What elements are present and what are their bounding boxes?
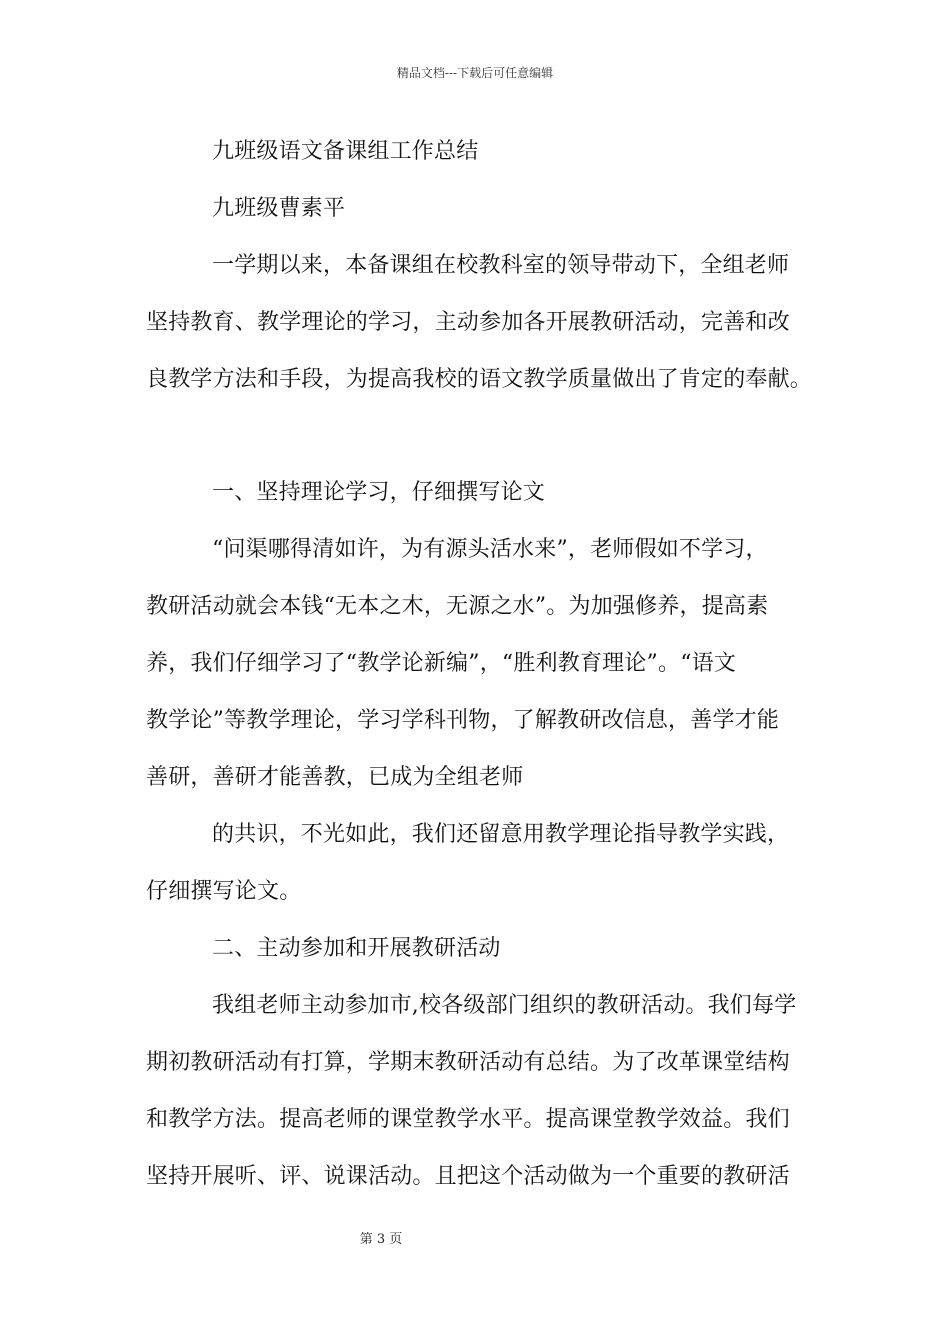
paragraph-line: 善研，善研才能善教，已成为全组老师 [146,765,524,790]
paragraph-line: 仔细撰写论文。 [146,879,302,904]
paragraph-line: 期初教研活动有打算，学期末教研活动有总结。为了改革课堂结构 [146,1050,790,1075]
page-number: 第 3 页 [359,1232,403,1247]
paragraph-line: 养，我们仔细学习了“教学论新编”，“胜利教育理论”。“语文 [146,651,737,676]
section-heading: 二、主动参加和开展教研活动 [212,936,501,961]
section-heading: 一、坚持理论学习，仔细撰写论文 [212,480,546,505]
doc-title: 九班级语文备课组工作总结 [212,139,479,164]
paragraph-line: “问渠哪得清如许，为有源头活水来”，老师假如不学习， [212,537,768,562]
paragraph-line: 教研活动就会本钱“无本之木，无源之水”。为加强修养，提高素 [146,594,769,619]
paragraph-line: 坚持教育、教学理论的学习，主动参加各开展教研活动，完善和改 [146,310,790,335]
paragraph-line: 我组老师主动参加市,校各级部门组织的教研活动。我们每学 [212,993,797,1018]
page-header: 精品文档---下载后可任意编辑 [396,66,554,80]
paragraph-line: 的共识，不光如此，我们还留意用教学理论指导教学实践， [212,822,790,847]
paragraph-line: 教学论”等教学理论，学习学科刊物，了解教研改信息，善学才能 [146,708,780,733]
paragraph-line: 和教学方法。提高老师的课堂教学水平。提高课堂教学效益。我们 [146,1107,790,1132]
paragraph-line: 坚持开展听、评、说课活动。且把这个活动做为一个重要的教研活 [146,1164,790,1189]
doc-author: 九班级曹素平 [212,196,346,221]
paragraph-line: 良教学方法和手段，为提高我校的语文教学质量做出了肯定的奉献。 [146,367,813,392]
paragraph-line: 一学期以来，本备课组在校教科室的领导带动下，全组老师 [212,253,790,278]
